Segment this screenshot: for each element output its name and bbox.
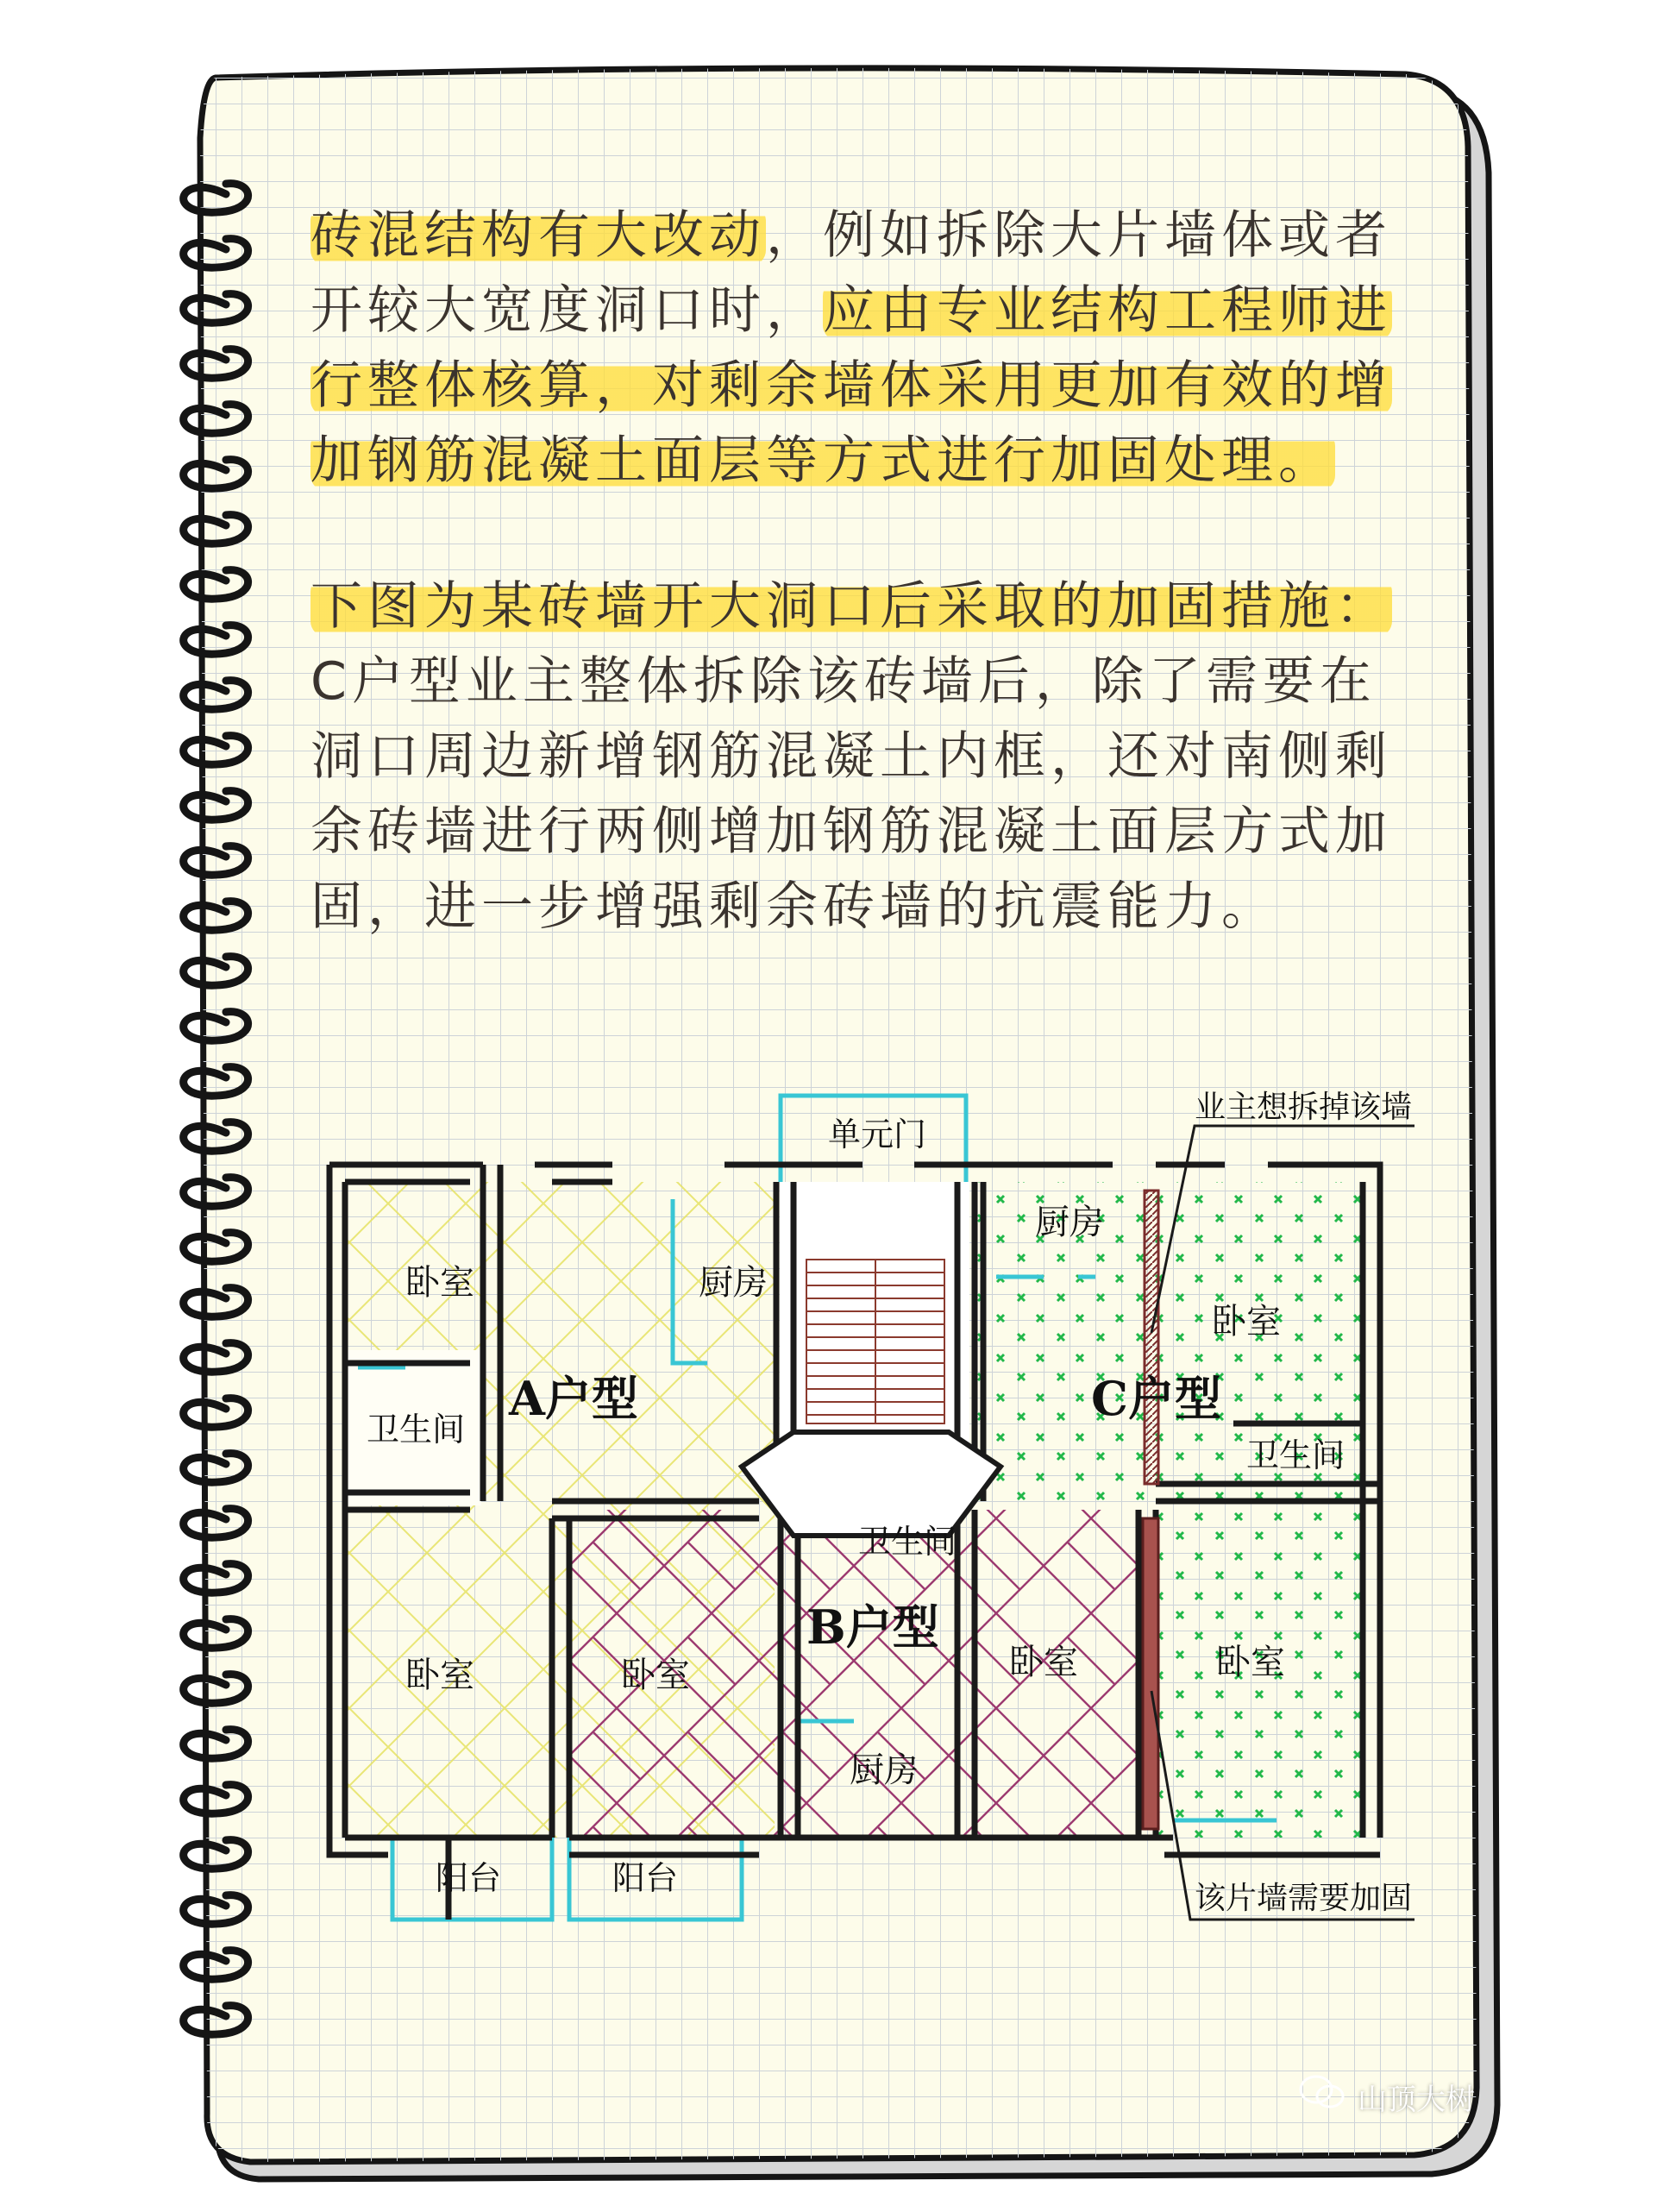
wall-to-reinforce (1143, 1518, 1158, 1829)
c-bathroom-label: 卫生间 (1246, 1436, 1346, 1474)
b-bedroom-label: 卧室 (1009, 1643, 1078, 1682)
note-paragraph-1 (310, 198, 1432, 499)
a-bedroom-top-label: 卧室 (405, 1263, 474, 1303)
a-kitchen-label: 厨房 (699, 1263, 768, 1303)
highlighted-text: 下图为某砖墙开大洞口后采取的加固措施： (310, 576, 1392, 637)
c-kitchen-label: 厨房 (1035, 1203, 1104, 1242)
floor-plan (329, 1090, 1414, 1920)
c-bedroom-bottom-label: 卧室 (1216, 1643, 1285, 1682)
annotation-reinforce-label: 该片墙需要加固 (1195, 1881, 1413, 1916)
note-paragraph-2 (310, 569, 1432, 945)
annotation-remove-label: 业主想拆掉该墙 (1195, 1090, 1413, 1125)
highlighted-text: 砖混结构有大改动 (310, 205, 766, 266)
entry-landing (742, 1432, 1000, 1536)
unit-door-label: 单元门 (828, 1115, 927, 1153)
b-kitchen-label: 厨房 (850, 1750, 919, 1790)
watermark-text: 山顶大树 (1358, 2083, 1475, 2117)
balcony-right-label: 阳台 (612, 1859, 679, 1897)
highlighted-text: 应由专业结构工程师进行整体核算，对剩余墙体采用更加有效的增加钢筋混凝土面层等方式进行加固处理。 (310, 280, 1392, 491)
wall-to-remove (1145, 1191, 1158, 1484)
unit-b-name: B户型 (806, 1599, 939, 1655)
unit-a-name: A户型 (509, 1371, 638, 1426)
b-bathroom-label: 卫生间 (858, 1523, 957, 1561)
a-bedroom-mid-label: 卧室 (621, 1656, 690, 1695)
unit-c-name: C户型 (1091, 1371, 1221, 1426)
watermark (1358, 2076, 1475, 2118)
balcony-left-label: 阳台 (436, 1859, 502, 1897)
wechat-icon (1299, 2074, 1347, 2112)
c-bedroom-top-label: 卧室 (1212, 1302, 1281, 1342)
a-bathroom-label: 卫生间 (367, 1411, 466, 1448)
body-text: C户型业主整体拆除该砖墙后，除了需要在洞口周边新增钢筋混凝土内框，还对南侧剩余砖墙进行两侧增加钢筋混凝土面层方式加固，进一步增强剩余砖墙的抗震能力。 (310, 651, 1392, 937)
body-text: ，例如拆除大片墙体或者开较大宽度洞口时， (310, 205, 1392, 341)
a-bedroom-bottom-label: 卧室 (405, 1656, 474, 1695)
